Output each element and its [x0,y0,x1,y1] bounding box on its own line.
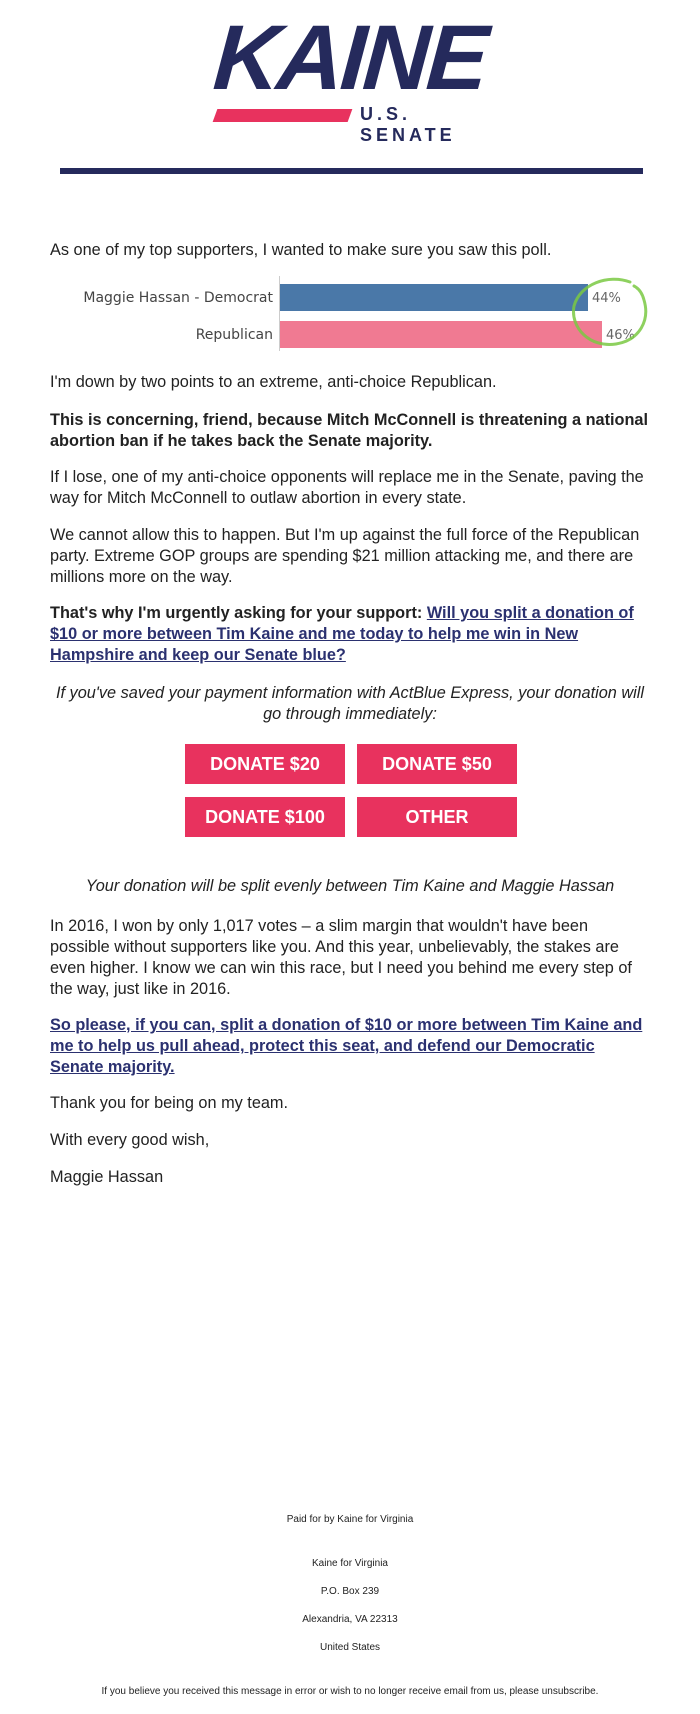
urgent-ask-lead: That's why I'm urgently asking for your support: [50,604,427,622]
paragraph-urgent-ask [50,603,650,666]
poll-label-republican: Republican [195,327,273,343]
paid-for-disclaimer: Paid for by Kaine for Virginia [286,1514,414,1525]
poll-value-republican: 46% [606,328,635,343]
logo-accent-bar [213,109,353,122]
logo-subtitle: U.S. SENATE [360,104,456,145]
paragraph-concerning: This is concerning, friend, because Mitch McConnell is threatening a national abortion ban if he takes back the Senate majority. [50,411,648,450]
paragraph-2016: In 2016, I won by only 1,017 votes – a slim margin that wouldn't have been possible without supporters like you. And this year, unbelievably, the stakes are even higher. I know we can win this race, but I need you behind me every step of the way, just like in 2016. [50,917,632,998]
donate-20-button[interactable]: DONATE $20 [185,744,345,784]
poll-bar-republican [280,321,602,348]
donate-other-button[interactable]: OTHER [357,797,517,837]
logo-subtitle-block [215,104,505,145]
actblue-express-note: If you've saved your payment information with ActBlue Express, your donation will go through immediately: [55,684,644,723]
highlight-circle-icon [568,276,653,351]
poll-label-democrat: Maggie Hassan - Democrat [83,290,273,306]
poll-value-democrat: 44% [592,291,621,306]
footer-po-box: P.O. Box 239 [320,1586,380,1597]
pull-ahead-donation-link[interactable]: So please, if you can, split a donation of $10 or more between Tim Kaine and me to help us pull ahead, protect this seat, and defend our Democratic Senate majority. [50,1016,643,1076]
logo-wordmark: KAINE [210,7,490,109]
donate-50-button[interactable]: DONATE $50 [357,744,517,784]
unsubscribe-note[interactable]: If you believe you received this message in error or wish to no longer receive email from us, please unsubscribe. [101,1686,599,1697]
paragraph-full-force: We cannot allow this to happen. But I'm up against the full force of the Republican party. Extreme GOP groups are spending $21 million attacking me, and there are millions more on the way. [50,526,640,586]
closing-text: With every good wish, [50,1131,210,1149]
footer-city: Alexandria, VA 22313 [302,1614,398,1625]
poll-bar-democrat [280,284,588,311]
kaine-logo [0,7,700,109]
paragraph-if-i-lose: If I lose, one of my anti-choice opponents will replace me in the Senate, paving the way for Mitch McConnell to outlaw abortion in every state. [50,468,644,507]
paragraph-so-please [50,1015,652,1078]
paragraph-down-by-two: I'm down by two points to an extreme, anti-choice Republican. [50,373,497,391]
split-donation-link[interactable]: Will you split a donation of $10 or more between Tim Kaine and me today to help me win in New Hampshire and keep our Senate blue? [50,604,634,664]
poll-chart [48,276,653,351]
donate-100-button[interactable]: DONATE $100 [185,797,345,837]
intro-text: As one of my top supporters, I wanted to make sure you saw this poll. [50,241,552,259]
signature-text: Maggie Hassan [50,1168,164,1186]
footer-org: Kaine for Virginia [312,1558,388,1569]
thanks-text: Thank you for being on my team. [50,1094,289,1112]
split-evenly-note: Your donation will be split evenly between Tim Kaine and Maggie Hassan [85,877,615,895]
header-divider [60,168,643,174]
footer-country: United States [319,1642,381,1653]
